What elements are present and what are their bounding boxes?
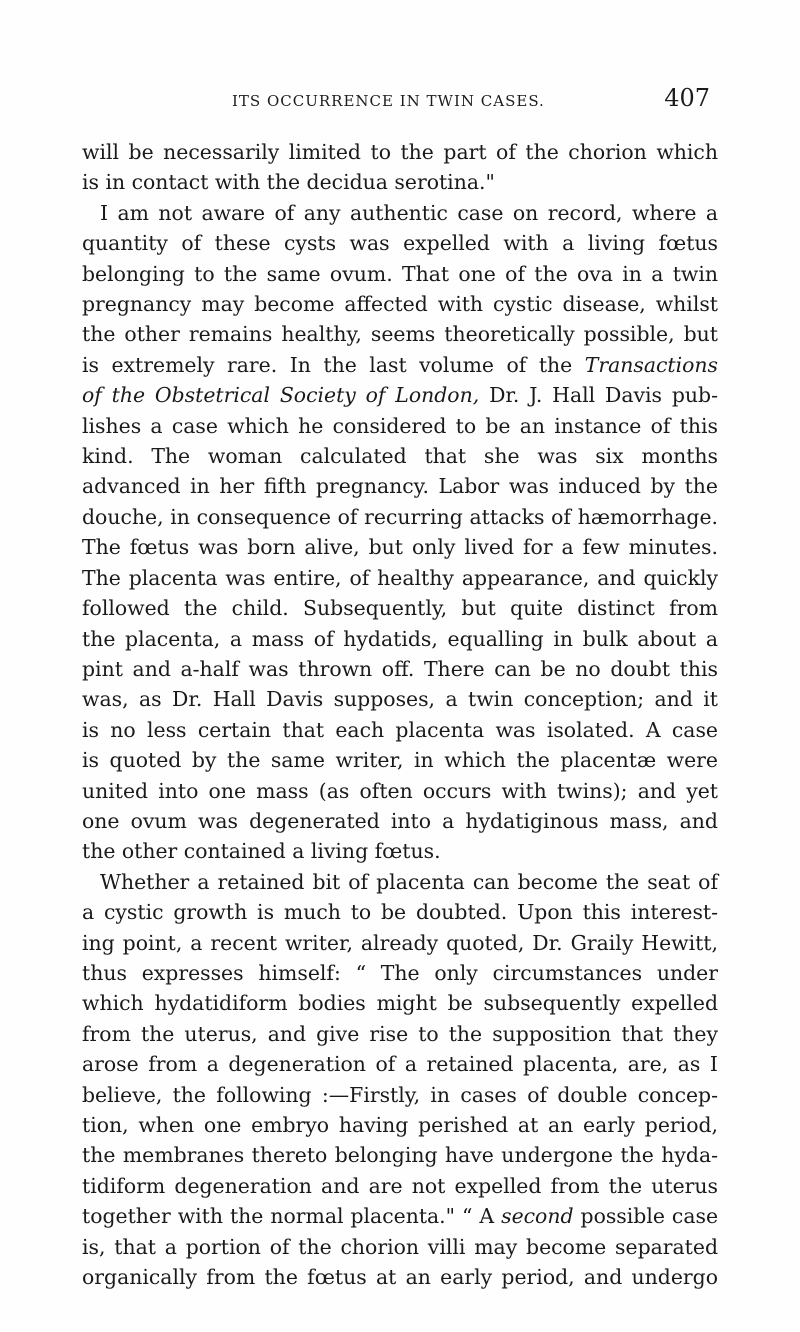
italic-title: Transactions [584,352,719,377]
running-head: ITS OCCURRENCE IN TWIN CASES. [232,92,545,110]
text-line: is in contact with the decidua serotina." [82,170,495,195]
line-segment: is extremely rare. In the last volume of the [82,352,573,377]
text-line: is quoted by the same writer, in which the placentæ were [82,748,718,773]
text-line: douche, in consequence of recurring attacks of hæmorrhage. [82,504,718,529]
text-line: which hydatidiform bodies might be subsequently expelled [82,991,718,1016]
line-segment: Dr. J. Hall Davis pub- [489,383,718,408]
text-line [82,380,718,410]
text-line: lishes a case which he considered to be an instance of this [82,413,718,438]
italic-title: of the Obstetrical Society of London, [82,383,480,408]
page-header [0,84,800,120]
text-line: ing point, a recent writer, already quoted, Dr. Graily Hewitt, [82,930,718,955]
text-line: the membranes thereto belonging have undergone the hyda- [82,1143,718,1168]
text-line: believe, the following :—Firstly, in cases of double concep- [82,1082,718,1107]
text-line: the other remains healthy, seems theoretically possible, but [82,322,718,347]
page-number: 407 [664,84,710,112]
body-text [82,137,718,1292]
text-line: tidiform degeneration and are not expelled from the uterus [82,1173,718,1198]
line-segment: together with the normal placenta." “ A [82,1204,495,1229]
italic-word: second [501,1204,574,1229]
text-line: tion, when one embryo having perished at an early period, [82,1113,718,1137]
text-line: pint and a-half was thrown off. There can be no doubt this [82,656,718,681]
paragraph-start-line: I am not aware of any authentic case on record, where a [100,200,718,225]
text-line: kind. The woman calculated that she was six months [82,444,718,469]
line-segment: possible case [580,1204,719,1229]
text-line: followed the child. Subsequently, but quite distinct from [82,596,718,621]
text-line: quantity of these cysts was expelled with a living fœtus [82,231,718,256]
text-line: organically from the fœtus at an early period, and undergo [82,1265,718,1290]
text-line: the other contained a living fœtus. [82,839,441,864]
text-line: pregnancy may become affected with cystic disease, whilst [82,292,718,317]
text-line: from the uterus, and give rise to the supposition that they [82,1021,718,1046]
text-line: one ovum was degenerated into a hydatiginous mass, and [82,808,718,833]
text-line: The fœtus was born alive, but only lived for a few minutes. [82,535,718,560]
paragraph-start-line: Whether a retained bit of placenta can become the seat of [100,869,718,894]
text-line: is, that a portion of the chorion villi may become separated [82,1234,718,1259]
text-line: is no less certain that each placenta was isolated. A case [82,717,718,742]
text-line: was, as Dr. Hall Davis supposes, a twin conception; and it [82,687,718,712]
text-line: united into one mass (as often occurs with twins); and yet [82,778,718,803]
text-line: belonging to the same ovum. That one of the ova in a twin [82,261,718,286]
text-line: a cystic growth is much to be doubted. Upon this interest- [82,900,718,925]
text-line: the placenta, a mass of hydatids, equalling in bulk about a [82,626,718,651]
text-line: thus expresses himself: “ The only circumstances under [82,960,718,985]
text-line: arose from a degeneration of a retained placenta, are, as I [82,1052,718,1077]
text-line: will be necessarily limited to the part of the chorion which [82,140,718,164]
text-line [82,1201,718,1231]
text-line: The placenta was entire, of healthy appearance, and quickly [82,565,718,590]
text-line [82,350,718,380]
text-line: advanced in her fifth pregnancy. Labor was induced by the [82,474,718,499]
